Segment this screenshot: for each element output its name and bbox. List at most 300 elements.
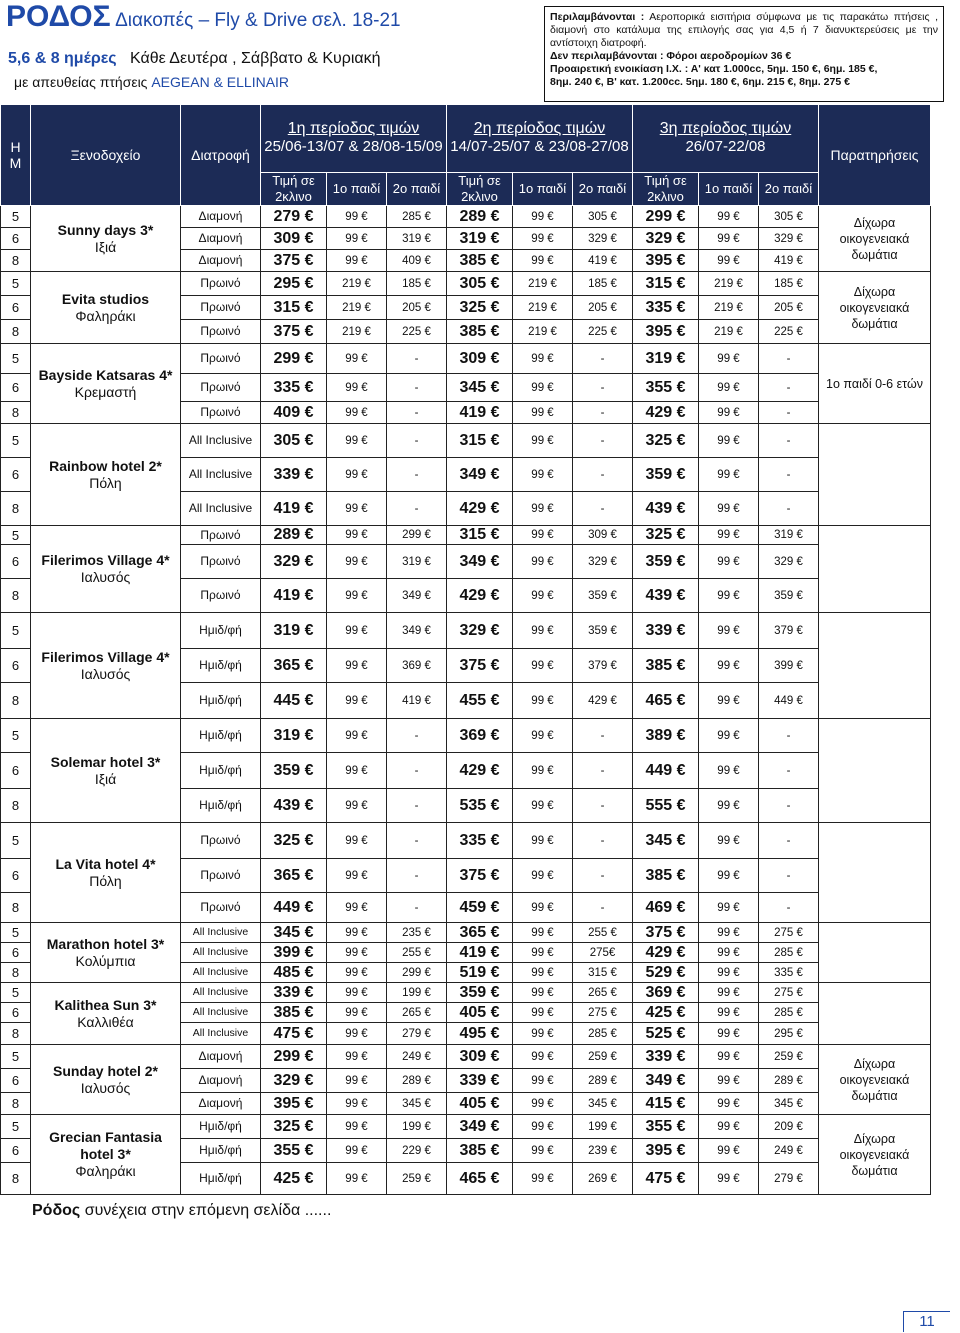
period-2-label: 2η περίοδος τιμών [473,119,606,137]
price-child-1: 219 € [699,272,759,296]
price-child-2: 249 € [387,1045,447,1069]
price-double: 555 € [633,789,699,823]
price-child-2: 335 € [759,963,819,983]
nights-cell: 6 [1,943,31,963]
price-child-2: 279 € [759,1163,819,1195]
price-child-1: 99 € [699,983,759,1003]
price-double: 429 € [633,943,699,963]
price-child-1: 99 € [699,943,759,963]
nights-label: 5,6 & 8 ημέρες [8,50,117,67]
hotel-location: Πόλη [89,872,122,889]
col-child-1: 1ο παιδί [699,173,759,206]
price-child-1: 99 € [327,923,387,943]
price-child-2: 345 € [759,1093,819,1115]
board-cell: All Inclusive [181,983,261,1003]
price-double: 299 € [633,206,699,228]
hotel-name: La Vita hotel 4* [55,855,156,872]
price-child-2: 359 € [759,579,819,613]
nights-cell: 8 [1,893,31,923]
nights-cell: 6 [1,374,31,402]
board-cell: Πρωινό [181,859,261,893]
price-child-2: - [759,458,819,492]
price-child-2: 255 € [387,943,447,963]
price-child-1: 219 € [699,320,759,344]
board-cell: Πρωινό [181,402,261,424]
nights-cell: 6 [1,1069,31,1093]
price-child-1: 99 € [513,923,573,943]
remarks-cell: Δίχωρα οικογενειακά δωμάτια [819,272,931,344]
included-label: Περιλαμβάνονται : [550,11,645,23]
price-child-2: - [387,823,447,859]
price-child-1: 99 € [327,1023,387,1045]
price-double: 319 € [447,228,513,250]
price-double: 395 € [633,250,699,272]
price-double: 365 € [261,859,327,893]
price-child-2: - [387,402,447,424]
price-double: 459 € [447,893,513,923]
price-child-1: 99 € [513,683,573,719]
price-child-1: 99 € [513,545,573,579]
price-double: 345 € [261,923,327,943]
price-child-2: 289 € [387,1069,447,1093]
price-child-1: 99 € [513,649,573,683]
board-cell: All Inclusive [181,492,261,526]
price-child-1: 99 € [699,1139,759,1163]
price-child-2: 345 € [573,1093,633,1115]
price-child-1: 99 € [327,683,387,719]
period-2-header [447,105,633,173]
price-child-2: 319 € [387,545,447,579]
price-child-1: 99 € [327,458,387,492]
period-1-label: 1η περίοδος τιμών [287,119,420,137]
price-child-1: 99 € [327,1139,387,1163]
price-child-2: 205 € [387,296,447,320]
price-double: 319 € [261,719,327,753]
price-double: 315 € [447,526,513,545]
price-double: 349 € [447,545,513,579]
price-child-1: 99 € [699,250,759,272]
price-double: 279 € [261,206,327,228]
car-line-1: Προαιρετική ενοικίαση Ι.Χ. : Α' κατ 1.000cc, 5ημ. 150 €, 6ημ. 185 €, [550,63,878,75]
hotel-cell [31,526,181,613]
nights-cell: 8 [1,250,31,272]
price-double: 405 € [447,1003,513,1023]
nights-cell: 6 [1,296,31,320]
remarks-cell [819,823,931,923]
page-number: 11 [903,1311,950,1332]
nights-cell: 8 [1,1163,31,1195]
price-child-1: 99 € [699,1093,759,1115]
price-child-2: 265 € [387,1003,447,1023]
price-child-1: 219 € [327,320,387,344]
price-child-2: 259 € [387,1163,447,1195]
price-child-2: 209 € [759,1115,819,1139]
price-child-1: 99 € [327,344,387,374]
price-double: 409 € [261,402,327,424]
price-double: 465 € [633,683,699,719]
price-child-2: 289 € [759,1069,819,1093]
hotel-location: Φαληράκι [75,307,136,324]
price-child-2: - [759,719,819,753]
board-cell: Διαμονή [181,1069,261,1093]
price-child-2: - [759,344,819,374]
price-child-1: 219 € [513,272,573,296]
price-child-2: 259 € [759,1045,819,1069]
board-cell: Ημιδ/φή [181,649,261,683]
price-double: 345 € [633,823,699,859]
price-double: 475 € [633,1163,699,1195]
hotel-name: Rainbow hotel 2* [49,457,162,474]
price-child-1: 99 € [513,789,573,823]
price-child-2: 225 € [573,320,633,344]
board-cell: All Inclusive [181,458,261,492]
price-child-1: 99 € [699,1045,759,1069]
board-cell: All Inclusive [181,424,261,458]
price-child-2: 349 € [387,613,447,649]
period-3-header [633,105,819,173]
board-cell: Πρωινό [181,526,261,545]
price-double: 429 € [633,402,699,424]
price-double: 295 € [261,272,327,296]
price-child-1: 99 € [327,943,387,963]
hotel-cell [31,719,181,823]
price-child-2: 329 € [759,545,819,579]
price-child-2: 229 € [387,1139,447,1163]
price-child-2: 409 € [387,250,447,272]
table-row [1,613,931,649]
price-child-1: 99 € [699,424,759,458]
price-child-1: 99 € [513,458,573,492]
price-child-2: - [387,753,447,789]
hotel-location: Φαληράκι [75,1163,136,1179]
price-child-1: 99 € [513,719,573,753]
board-cell: All Inclusive [181,1023,261,1045]
board-cell: Ημιδ/φή [181,1163,261,1195]
price-child-2: 399 € [759,649,819,683]
price-double: 335 € [633,296,699,320]
price-child-2: 255 € [573,923,633,943]
remarks-cell [819,719,931,823]
price-child-1: 99 € [699,526,759,545]
nights-cell: 8 [1,402,31,424]
col-child-2: 2ο παιδί [759,173,819,206]
hotel-cell [31,1115,181,1195]
col-double-price: Τιμή σε 2κλινο [447,173,513,206]
price-child-2: - [387,344,447,374]
price-double: 359 € [633,545,699,579]
table-row [1,272,931,296]
price-child-2: - [387,458,447,492]
price-double: 445 € [261,683,327,719]
price-child-1: 99 € [513,344,573,374]
price-child-2: 205 € [573,296,633,320]
price-child-1: 99 € [699,1163,759,1195]
airlines: AEGEAN & ELLINAIR [151,74,290,90]
price-child-1: 99 € [513,374,573,402]
board-cell: All Inclusive [181,943,261,963]
price-child-2: 419 € [573,250,633,272]
price-double: 419 € [447,402,513,424]
price-double: 385 € [633,649,699,683]
price-child-2: - [573,458,633,492]
price-child-1: 99 € [699,649,759,683]
price-child-2: - [759,893,819,923]
hotel-name: Filerimos Village 4* [41,648,170,665]
price-child-2: 185 € [387,272,447,296]
price-double: 335 € [447,823,513,859]
price-double: 315 € [447,424,513,458]
table-row [1,1045,931,1069]
price-double: 469 € [633,893,699,923]
price-child-2: - [573,719,633,753]
price-double: 345 € [447,374,513,402]
price-child-1: 99 € [327,893,387,923]
table-row [1,719,931,753]
price-child-1: 99 € [513,1045,573,1069]
price-double: 339 € [261,983,327,1003]
price-double: 465 € [447,1163,513,1195]
price-child-2: 199 € [387,983,447,1003]
price-child-1: 99 € [699,374,759,402]
price-child-1: 99 € [513,579,573,613]
price-child-1: 99 € [699,1069,759,1093]
price-child-2: 319 € [387,228,447,250]
board-cell: Διαμονή [181,206,261,228]
price-child-2: 275 € [759,923,819,943]
nights-cell: 6 [1,753,31,789]
hotel-location: Ιξιά [94,770,117,787]
remarks-cell [819,923,931,983]
price-child-2: - [387,424,447,458]
price-double: 419 € [447,943,513,963]
col-double-price: Τιμή σε 2κλινο [633,173,699,206]
price-child-1: 99 € [327,859,387,893]
board-cell: Ημιδ/φή [181,789,261,823]
price-child-1: 99 € [327,719,387,753]
nights-cell: 5 [1,206,31,228]
nights-cell: 8 [1,492,31,526]
col-remarks: Παρατηρήσεις [819,105,931,206]
remarks-cell: Δίχωρα οικογενειακά δωμάτια [819,1115,931,1195]
hotel-location: Ιαλυσός [80,1079,131,1096]
price-double: 529 € [633,963,699,983]
price-double: 349 € [447,1115,513,1139]
price-double: 429 € [447,753,513,789]
hotel-name: Grecian Fantasia hotel 3* [49,1129,162,1162]
board-cell: Πρωινό [181,344,261,374]
price-child-2: 285 € [573,1023,633,1045]
hotel-name: Bayside Katsaras 4* [38,366,173,383]
price-child-1: 99 € [327,1069,387,1093]
nights-cell: 6 [1,649,31,683]
price-double: 405 € [447,1093,513,1115]
price-child-2: - [573,753,633,789]
board-cell: All Inclusive [181,963,261,983]
price-child-1: 99 € [513,492,573,526]
price-child-2: - [573,893,633,923]
price-child-1: 99 € [699,859,759,893]
table-row [1,206,931,228]
price-child-1: 99 € [699,228,759,250]
price-child-1: 99 € [513,424,573,458]
price-child-2: 329 € [573,228,633,250]
price-double: 389 € [633,719,699,753]
continued-note [32,1202,331,1220]
price-child-1: 99 € [699,823,759,859]
hotel-name: Kalithea Sun 3* [54,996,157,1013]
period-1-header [261,105,447,173]
price-child-1: 99 € [699,923,759,943]
price-double: 319 € [633,344,699,374]
price-child-1: 99 € [699,545,759,579]
board-cell: Πρωινό [181,296,261,320]
price-double: 355 € [261,1139,327,1163]
price-child-2: 275 € [759,983,819,1003]
price-double: 329 € [261,1069,327,1093]
remarks-cell: 1ο παιδί 0-6 ετών [819,344,931,424]
price-child-2: 295 € [759,1023,819,1045]
price-child-1: 99 € [327,206,387,228]
price-double: 325 € [633,526,699,545]
hotel-cell [31,206,181,272]
footer-bold: Ρόδος [32,1202,81,1219]
hotel-cell [31,424,181,526]
hotel-location: Ιξιά [94,238,117,255]
price-double: 395 € [633,320,699,344]
hotel-location: Πόλη [89,474,122,491]
departure-days: Κάθε Δευτέρα , Σάββατο & Κυριακή [129,50,381,67]
price-double: 325 € [261,1115,327,1139]
title-rest: Διακοπές – Fly & Drive [115,10,308,31]
price-child-1: 99 € [327,823,387,859]
nights-cell: 5 [1,719,31,753]
col-child-1: 1ο παιδί [327,173,387,206]
price-child-1: 99 € [327,1093,387,1115]
hotel-cell [31,272,181,344]
price-double: 369 € [447,719,513,753]
nights-cell: 6 [1,545,31,579]
price-double: 439 € [633,492,699,526]
price-double: 365 € [261,649,327,683]
price-child-1: 99 € [327,649,387,683]
price-double: 439 € [261,789,327,823]
price-double: 309 € [447,1045,513,1069]
subtitle-days [8,50,381,68]
price-child-2: - [387,374,447,402]
price-child-2: - [759,424,819,458]
nights-cell: 5 [1,613,31,649]
board-cell: Διαμονή [181,228,261,250]
price-child-1: 99 € [513,250,573,272]
period-1-dates: 25/06-13/07 & 28/08-15/09 [264,137,443,155]
price-child-2: 299 € [387,963,447,983]
price-double: 519 € [447,963,513,983]
col-hm: Η Μ [1,105,31,206]
price-double: 385 € [633,859,699,893]
price-child-1: 99 € [699,753,759,789]
nights-cell: 6 [1,1139,31,1163]
price-double: 299 € [261,1045,327,1069]
price-double: 349 € [447,458,513,492]
price-double: 355 € [633,1115,699,1139]
price-child-2: 239 € [573,1139,633,1163]
price-double: 385 € [447,320,513,344]
price-child-1: 99 € [327,983,387,1003]
price-child-2: 419 € [759,250,819,272]
price-child-2: 299 € [387,526,447,545]
price-child-1: 99 € [699,893,759,923]
price-child-2: - [573,492,633,526]
price-child-1: 99 € [513,823,573,859]
price-child-1: 99 € [327,526,387,545]
price-double: 289 € [447,206,513,228]
price-child-1: 99 € [513,943,573,963]
price-child-1: 99 € [327,1163,387,1195]
board-cell: Διαμονή [181,1093,261,1115]
price-child-2: 419 € [387,683,447,719]
price-child-1: 99 € [513,1003,573,1023]
price-double: 335 € [261,374,327,402]
nights-cell: 6 [1,859,31,893]
board-cell: Ημιδ/φή [181,613,261,649]
price-child-2: 359 € [573,579,633,613]
hotel-cell [31,823,181,923]
period-3-label: 3η περίοδος τιμών [659,119,792,137]
price-child-2: 275 € [573,1003,633,1023]
price-double: 365 € [447,923,513,943]
price-child-1: 99 € [327,1045,387,1069]
hotel-name: Solemar hotel 3* [50,753,161,770]
price-double: 359 € [447,983,513,1003]
price-child-2: 289 € [573,1069,633,1093]
title-main: ΡΟΔΟΣ [6,0,111,33]
remarks-cell: Δίχωρα οικογενειακά δωμάτια [819,1045,931,1115]
price-child-1: 99 € [327,424,387,458]
price-double: 359 € [633,458,699,492]
included-text: Αεροπορικά εισιτήρια σύμφωνα με τις παρακάτω πτήσεις , διαμονή στο κατάλυμα της επιλογής σας για 4,5 ή 7 διανυκτερεύσεις με την αντίστοιχη διατροφή. [550,11,938,49]
price-child-2: - [573,374,633,402]
price-double: 329 € [633,228,699,250]
price-child-1: 99 € [327,492,387,526]
price-double: 395 € [261,1093,327,1115]
price-double: 315 € [261,296,327,320]
price-child-1: 99 € [513,206,573,228]
hotel-location: Κρεμαστή [74,383,137,400]
price-child-2: - [387,789,447,823]
price-double: 349 € [633,1069,699,1093]
nights-cell: 5 [1,1115,31,1139]
price-child-2: 285 € [759,1003,819,1023]
price-double: 425 € [261,1163,327,1195]
price-child-2: 345 € [387,1093,447,1115]
price-child-1: 99 € [513,613,573,649]
price-child-1: 99 € [513,859,573,893]
price-double: 455 € [447,683,513,719]
price-child-1: 99 € [327,753,387,789]
price-child-2: - [759,859,819,893]
remarks-cell [819,424,931,526]
price-child-1: 99 € [699,1023,759,1045]
price-double: 369 € [633,983,699,1003]
price-double: 355 € [633,374,699,402]
price-child-2: - [759,492,819,526]
price-child-1: 99 € [699,206,759,228]
hotel-cell [31,1045,181,1115]
price-double: 305 € [447,272,513,296]
price-child-2: - [573,424,633,458]
table-row [1,526,931,545]
price-double: 305 € [261,424,327,458]
